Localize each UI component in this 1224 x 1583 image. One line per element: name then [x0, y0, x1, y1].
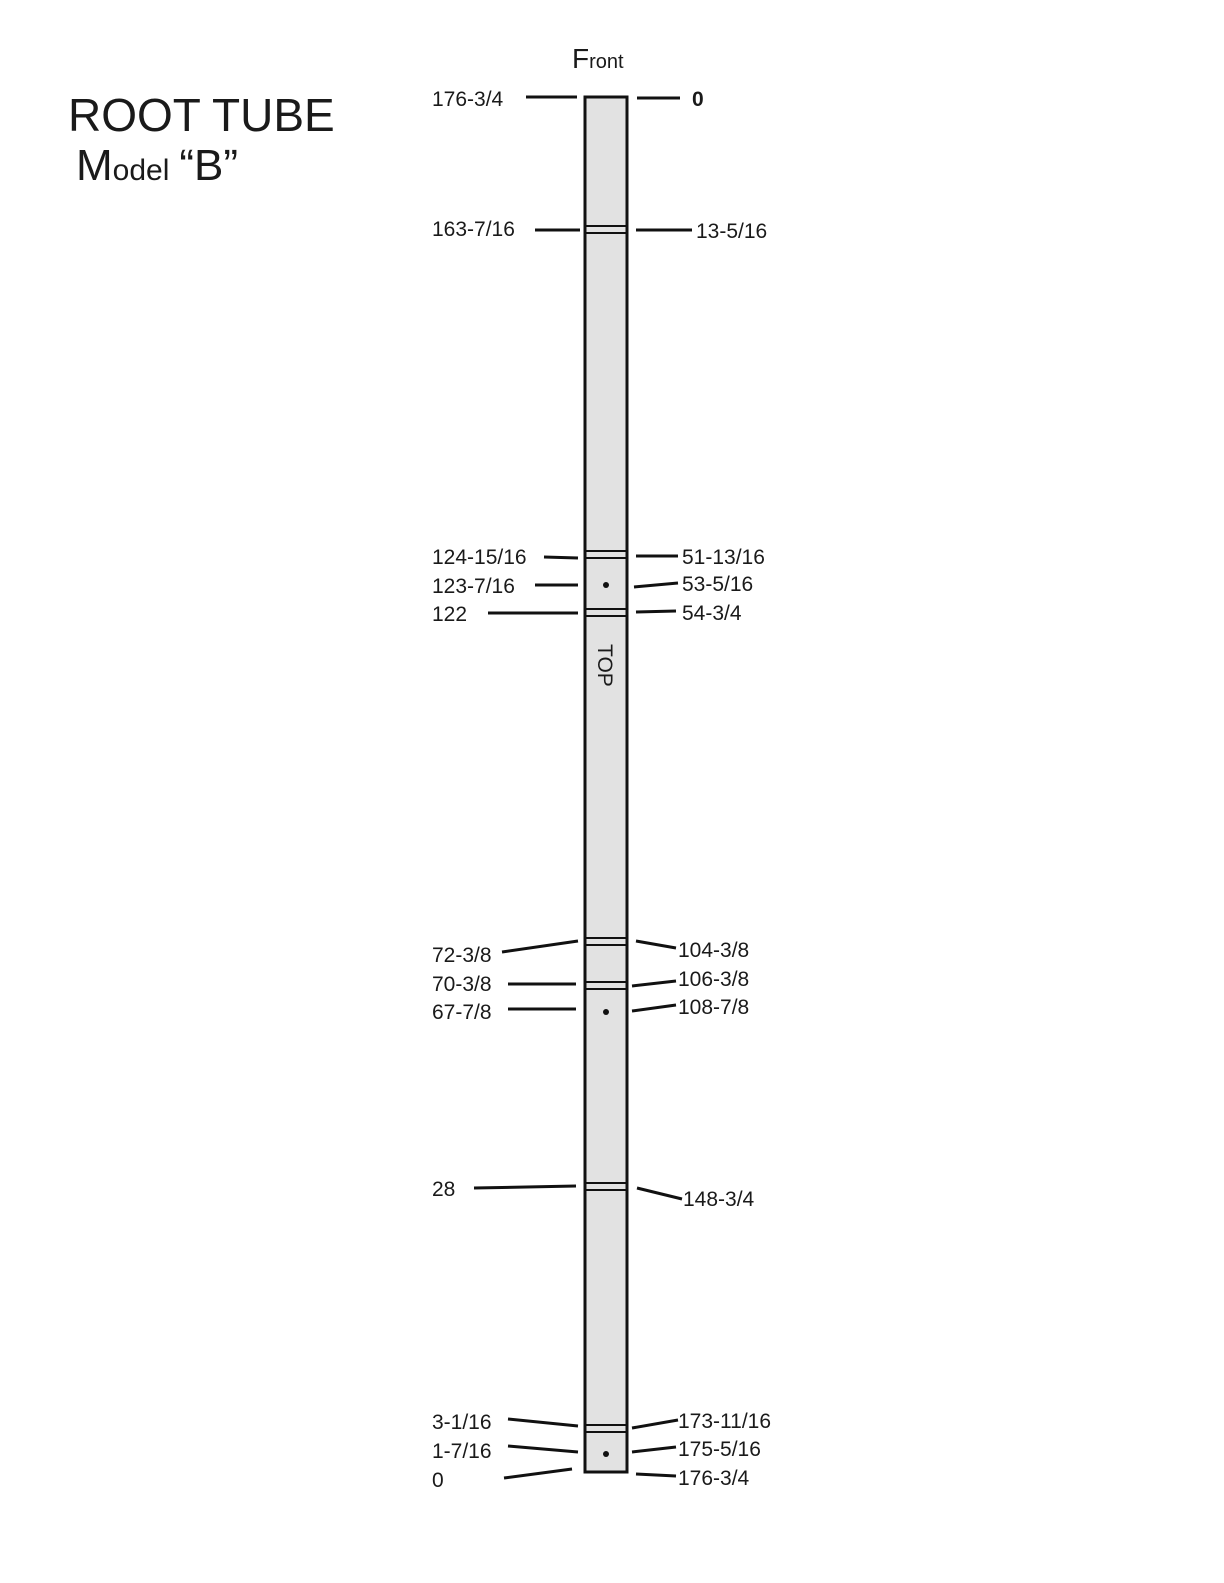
left-label-11: 1-7/16 [432, 1440, 492, 1463]
right-label-1: 0 [692, 88, 704, 111]
right-label-7: 106-3/8 [678, 968, 750, 991]
subtitle-big-m: M [76, 141, 113, 190]
left-dimension-labels [432, 88, 527, 1492]
left-label-4: 123-7/16 [432, 575, 515, 598]
right-label-9: 148-3/4 [683, 1188, 755, 1211]
hole-2 [603, 1009, 609, 1015]
leader-right-12 [636, 1474, 676, 1476]
left-label-8: 67-7/8 [432, 1001, 492, 1024]
right-label-8: 108-7/8 [678, 996, 750, 1019]
diagram-subtitle [76, 141, 238, 190]
leader-right-5 [636, 611, 676, 612]
leader-left-11 [508, 1446, 578, 1452]
leader-right-9 [637, 1188, 682, 1199]
right-label-10: 173-11/16 [678, 1410, 772, 1433]
front-label [572, 43, 624, 74]
leader-right-6 [636, 941, 676, 948]
subtitle-model: “B” [179, 141, 239, 190]
leader-left-9 [474, 1186, 576, 1188]
diagram-title: ROOT TUBE [68, 89, 335, 141]
right-label-6: 104-3/8 [678, 939, 750, 962]
subtitle-odel: odel [112, 154, 170, 187]
right-label-11: 175-5/16 [678, 1438, 761, 1461]
tube-body [585, 97, 627, 1472]
left-label-7: 70-3/8 [432, 973, 492, 996]
left-label-2: 163-7/16 [432, 218, 515, 241]
front-ront: ront [589, 51, 624, 73]
leader-left-12 [504, 1469, 572, 1478]
hole-3 [603, 1451, 609, 1457]
left-label-3: 124-15/16 [432, 546, 527, 569]
leader-left-10 [508, 1419, 578, 1426]
right-label-12: 176-3/4 [678, 1467, 750, 1490]
right-dimension-labels [678, 88, 771, 1490]
leader-right-11 [632, 1447, 676, 1452]
leader-left-3 [544, 557, 578, 558]
left-label-5: 122 [432, 603, 468, 626]
front-big-f: F [572, 43, 590, 74]
leader-right-8 [632, 1005, 676, 1011]
left-label-10: 3-1/16 [432, 1411, 492, 1434]
leader-left-6 [502, 941, 578, 952]
hole-1 [603, 582, 609, 588]
right-label-3: 51-13/16 [682, 546, 765, 569]
right-label-4: 53-5/16 [682, 573, 754, 596]
leader-right-4 [634, 583, 678, 587]
left-label-12: 0 [432, 1469, 444, 1492]
leader-lines [474, 97, 692, 1478]
left-label-6: 72-3/8 [432, 944, 492, 967]
left-label-1: 176-3/4 [432, 88, 504, 111]
top-label: TOP [593, 644, 616, 687]
leader-right-7 [632, 981, 676, 986]
leader-right-10 [632, 1420, 678, 1428]
left-label-9: 28 [432, 1178, 456, 1201]
right-label-2: 13-5/16 [696, 220, 768, 243]
right-label-5: 54-3/4 [682, 602, 742, 625]
